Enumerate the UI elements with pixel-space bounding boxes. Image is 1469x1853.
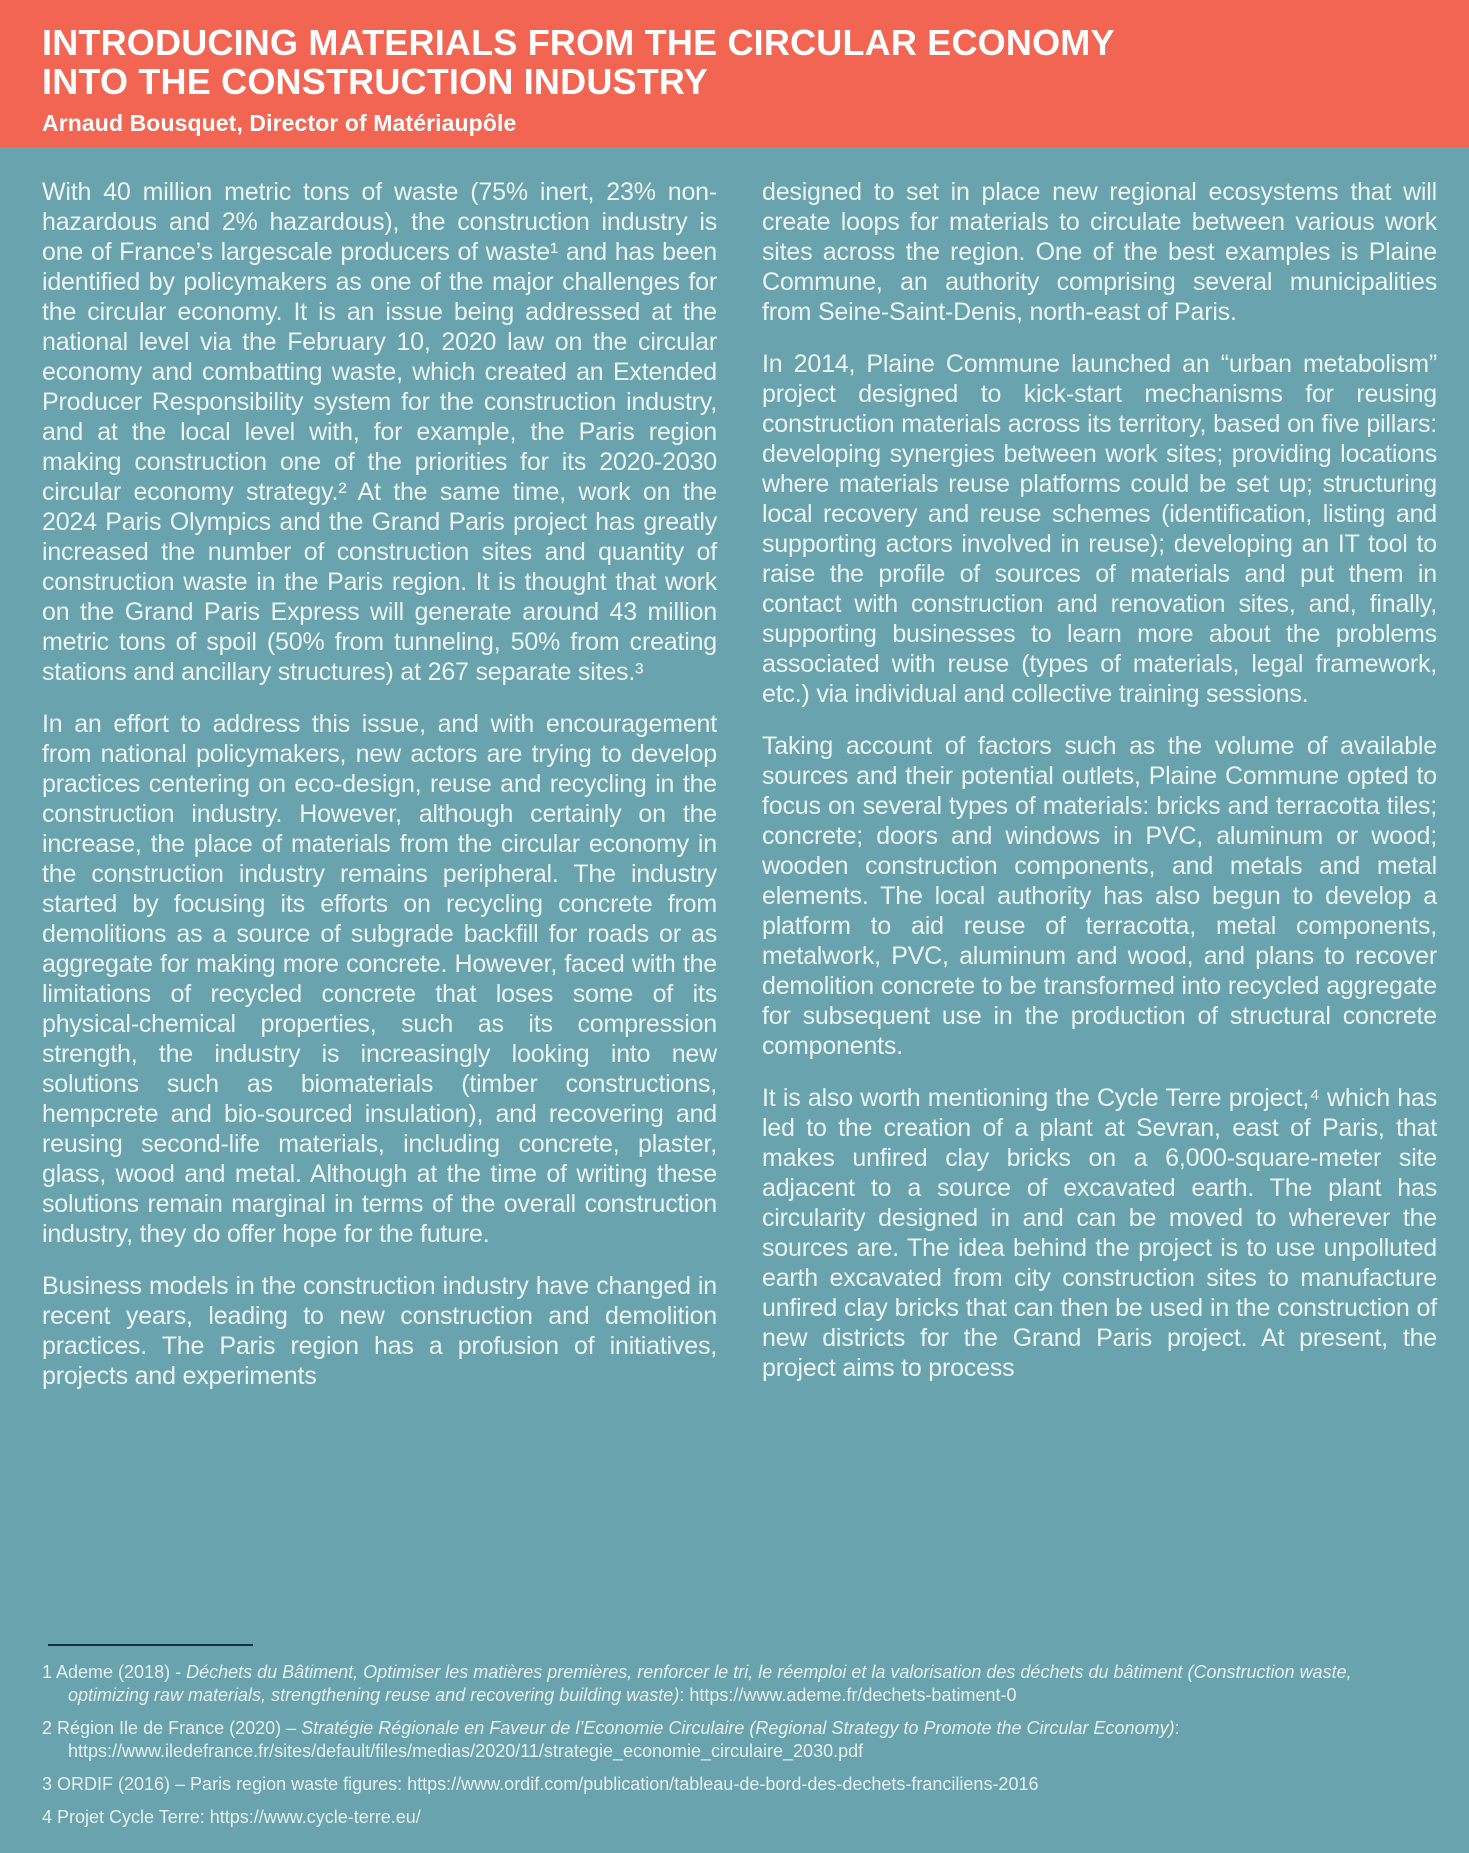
text-column-right xyxy=(762,177,1437,1644)
footnote-text-segment: 4 Projet Cycle Terre: https://www.cycle-terre.eu/ xyxy=(42,1807,421,1827)
article-author: Arnaud Bousquet, Director of Matériaupôle xyxy=(42,110,517,137)
body-paragraph: In 2014, Plaine Commune launched an “urban metabolism” project designed to kick-start mechanisms for reusing construction materials across its territory, based on five pillars: developing synergies between work sites; providing locations where materials reuse platforms could be set up; structuring local recovery and reuse schemes (identification, listing and supporting actors involved in reuse); developing an IT tool to raise the profile of sources of materials and put them in contact with construction and renovation sites, and, finally, supporting businesses to learn more about the problems associated with reuse (types of materials, legal framework, etc.) via individual and collective training sessions. xyxy=(762,350,1437,708)
body-paragraph: Business models in the construction industry have changed in recent years, leading to new construction and demolition practices. The Paris region has a profusion of initiatives, projects and experiments xyxy=(42,1272,717,1390)
body-paragraph: designed to set in place new regional ecosystems that will create loops for materials to circulate between various work sites across the region. One of the best examples is Plaine Commune, an authority comprising several municipalities from Seine-Saint-Denis, north-east of Paris. xyxy=(762,178,1437,326)
footnote-text-segment: 2 Région Ile de France (2020) – xyxy=(42,1718,302,1738)
article-header xyxy=(0,0,1469,147)
footnote-text-segment: 3 ORDIF (2016) – Paris region waste figures: https://www.ordif.com/publication/tableau-de-bord-des-dechets-franciliens-2016 xyxy=(42,1774,1039,1794)
body-paragraph: With 40 million metric tons of waste (75% inert, 23% non-hazardous and 2% hazardous), the construction industry is one of France’s largescale producers of waste¹ and has been identified by policymakers as one of the major challenges for the circular economy. It is an issue being addressed at the national level via the February 10, 2020 law on the circular economy and combatting waste, which created an Extended Producer Responsibility system for the construction industry, and at the local level with, for example, the Paris region making construction one of the priorities for its 2020-2030 circular economy strategy.² At the same time, work on the 2024 Paris Olympics and the Grand Paris project has greatly increased the number of construction sites and quantity of construction waste in the Paris region. It is thought that work on the Grand Paris Express will generate around 43 million metric tons of spoil (50% from tunneling, 50% from creating stations and ancillary structures) at 267 separate sites.³ xyxy=(42,178,717,686)
footnote-4 xyxy=(42,1806,1433,1829)
article-title xyxy=(42,24,1427,101)
text-column-left xyxy=(42,177,717,1644)
body-paragraph: In an effort to address this issue, and with encouragement from national policymakers, new actors are trying to develop practices centering on eco-design, reuse and recycling in the construction industry. However, although certainly on the increase, the place of materials from the circular economy in the construction industry remains peripheral. The industry started by focusing its efforts on recycling concrete from demolitions as a source of subgrade backfill for roads or as aggregate for making more concrete. However, faced with the limitations of recycled concrete that loses some of its physical-chemical properties, such as its compression strength, the industry is increasingly looking into new solutions such as biomaterials (timber constructions, hempcrete and bio-sourced insulation), and recovering and reusing second-life materials, including concrete, plaster, glass, wood and metal. Although at the time of writing these solutions remain marginal in terms of the overall construction industry, they do offer hope for the future. xyxy=(42,710,717,1248)
body-paragraph: Taking account of factors such as the volume of available sources and their potential outlets, Plaine Commune opted to focus on several types of materials: bricks and terracotta tiles; concrete; doors and windows in PVC, aluminum or wood; wooden construction components, and metals and metal elements. The local authority has also begun to develop a platform to aid reuse of terracotta, metal components, metalwork, PVC, aluminum and wood, and plans to recover demolition concrete to be transformed into recycled aggregate for subsequent use in the production of structural concrete components. xyxy=(762,732,1437,1060)
article-title-line-1: INTRODUCING MATERIALS FROM THE CIRCULAR ECONOMY xyxy=(42,22,1115,63)
footnote-divider xyxy=(48,1644,253,1646)
footnote-1 xyxy=(42,1661,1433,1707)
footnote-2 xyxy=(42,1717,1433,1763)
footnotes-section xyxy=(0,1644,1469,1853)
footnote-text-segment: 1 Ademe (2018) - xyxy=(42,1662,187,1682)
body-paragraph: It is also worth mentioning the Cycle Terre project,⁴ which has led to the creation of a plant at Sevran, east of Paris, that makes unfired clay bricks on a 6,000-square-meter site adjacent to a source of excavated earth. The plant has circularity designed in and can be moved to wherever the sources are. The idea behind the project is to use unpolluted earth excavated from city construction sites to manufacture unfired clay bricks that can then be used in the construction of new districts for the Grand Paris project. At present, the project aims to process xyxy=(762,1084,1437,1382)
article-title-line-2: INTO THE CONSTRUCTION INDUSTRY xyxy=(42,60,709,102)
footnote-text-segment: Déchets du Bâtiment, Optimiser les matières premières, renforcer le tri, le réemploi et la valorisation des déchets du bâtiment (Construction waste, optimizing raw materials, strengthening reuse and recovering building waste) xyxy=(68,1662,1352,1705)
article-body xyxy=(0,147,1469,1644)
footnote-3 xyxy=(42,1773,1433,1796)
footnote-text-segment: : https://www.ademe.fr/dechets-batiment-0 xyxy=(679,1685,1017,1705)
footnote-text-segment: Stratégie Régionale en Faveur de l’Economie Circulaire (Regional Strategy to Promote the Circular Economy) xyxy=(301,1718,1175,1738)
footnote-text-segment: : https://www.iledefrance.fr/sites/default/files/medias/2020/11/strategie_economie_circulaire_2030.pdf xyxy=(68,1718,1180,1761)
